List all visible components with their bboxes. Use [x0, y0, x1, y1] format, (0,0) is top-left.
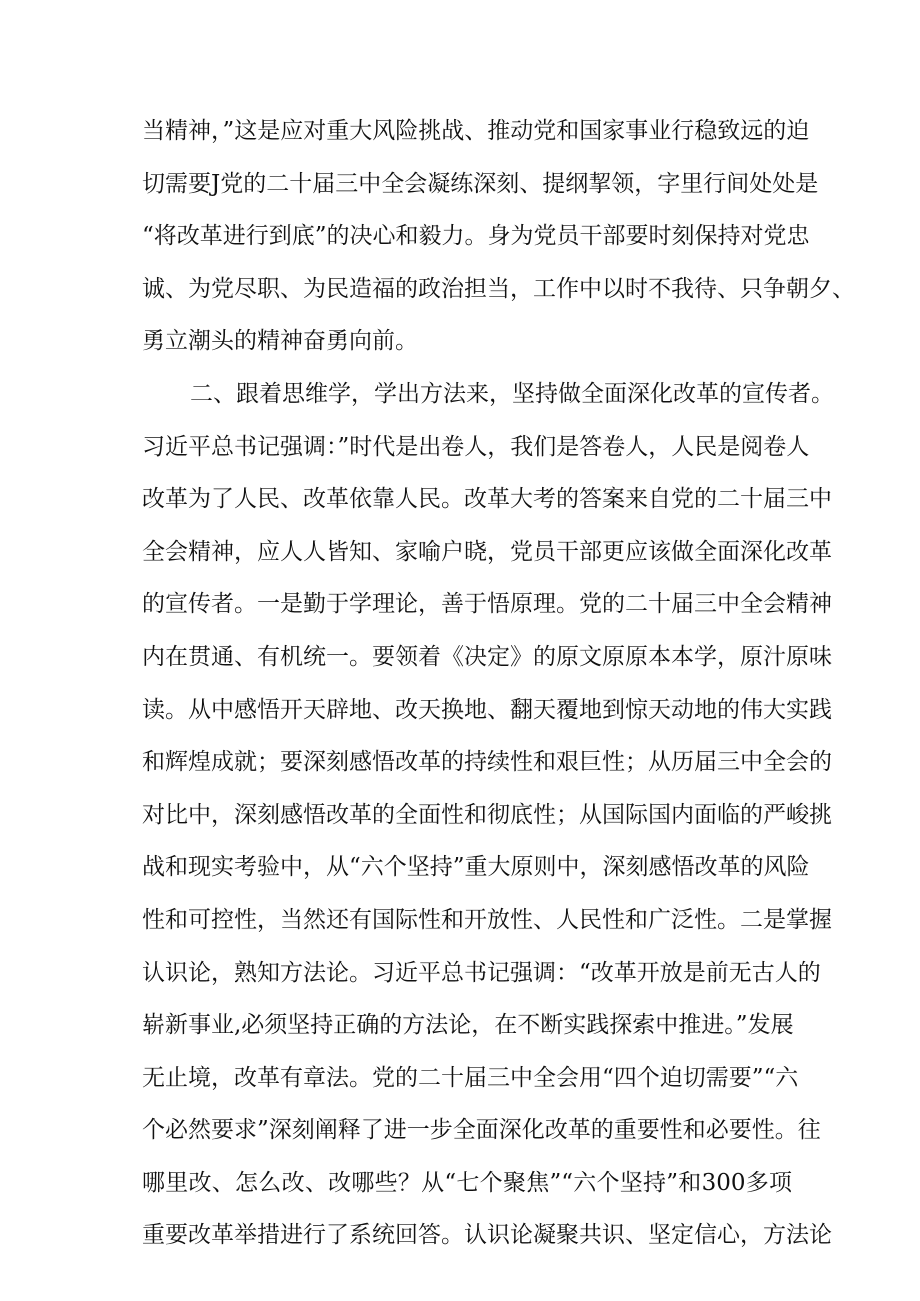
text-line: 认识论，熟知方法论。习近平总书记强调：“改革开放是前无古人的 — [142, 959, 821, 986]
text-line: 哪里改、怎么改、改哪些？从“七个聚焦”“六个坚持”和300多项 — [142, 1169, 792, 1196]
text-line: 性和可控性，当然还有国际性和开放性、人民性和广泛性。二是掌握 — [142, 906, 832, 933]
text-line: “将改革进行到底”的决心和毅力。身为党员干部要时刻保持对党忠 — [142, 223, 810, 250]
text-line: 个必然要求”深刻阐释了进一步全面深化改革的重要性和必要性。往 — [142, 1117, 821, 1144]
text-line: 勇立潮头的精神奋勇向前。 — [142, 328, 418, 355]
text-line: 当精神，”这是应对重大风险挑战、推动党和国家事业行稳致远的迫 — [142, 118, 810, 144]
text-line: 崭新事业,必须坚持正确的方法论，在不断实践探索中推进。”发展 — [142, 1012, 794, 1039]
text-line: 内在贯通、有机统一。要领着《决定》的原文原原本本学，原汁原味 — [142, 643, 832, 670]
text-line: 全会精神，应人人皆知、家喻户晓，党员干部更应该做全面深化改革 — [142, 538, 832, 565]
text-line: 无止境，改革有章法。党的二十届三中全会用“四个迫切需要”“六 — [142, 1064, 799, 1091]
text-line: 切需要J党的二十届三中全会凝练深刻、提纲挈领，字里行间处处是 — [142, 170, 819, 197]
text-line: 重要改革举措进行了系统回答。认识论凝聚共识、坚定信心，方法论 — [142, 1222, 832, 1249]
text-line: 诚、为党尽职、为民造福的政治担当，工作中以时不我待、只争朝夕、 — [142, 275, 855, 302]
text-line: 和辉煌成就；要深刻感悟改革的持续性和艰巨性；从历届三中全会的 — [142, 749, 832, 776]
text-line: 战和现实考验中，从“六个坚持”重大原则中，深刻感悟改革的风险 — [142, 854, 810, 881]
text-line: 对比中，深刻感悟改革的全面性和彻底性；从国际国内面临的严峻挑 — [142, 801, 832, 828]
document-body — [142, 108, 855, 1265]
text-line: 的宣传者。一是勤于学理论，善于悟原理。党的二十届三中全会精神 — [142, 591, 832, 618]
text-line: 习近平总书记强调：”时代是出卷人，我们是答卷人，人民是阅卷人 — [142, 433, 810, 460]
text-line: 改革为了人民、改革依靠人民。改革大考的答案来自党的二十届三中 — [142, 486, 832, 513]
text-line: 二、跟着思维学，学出方法来，坚持做全面深化改革的宣传者。 — [190, 380, 834, 407]
text-line: 读。从中感悟开天辟地、改天换地、翻天覆地到惊天动地的伟大实践 — [142, 696, 832, 723]
